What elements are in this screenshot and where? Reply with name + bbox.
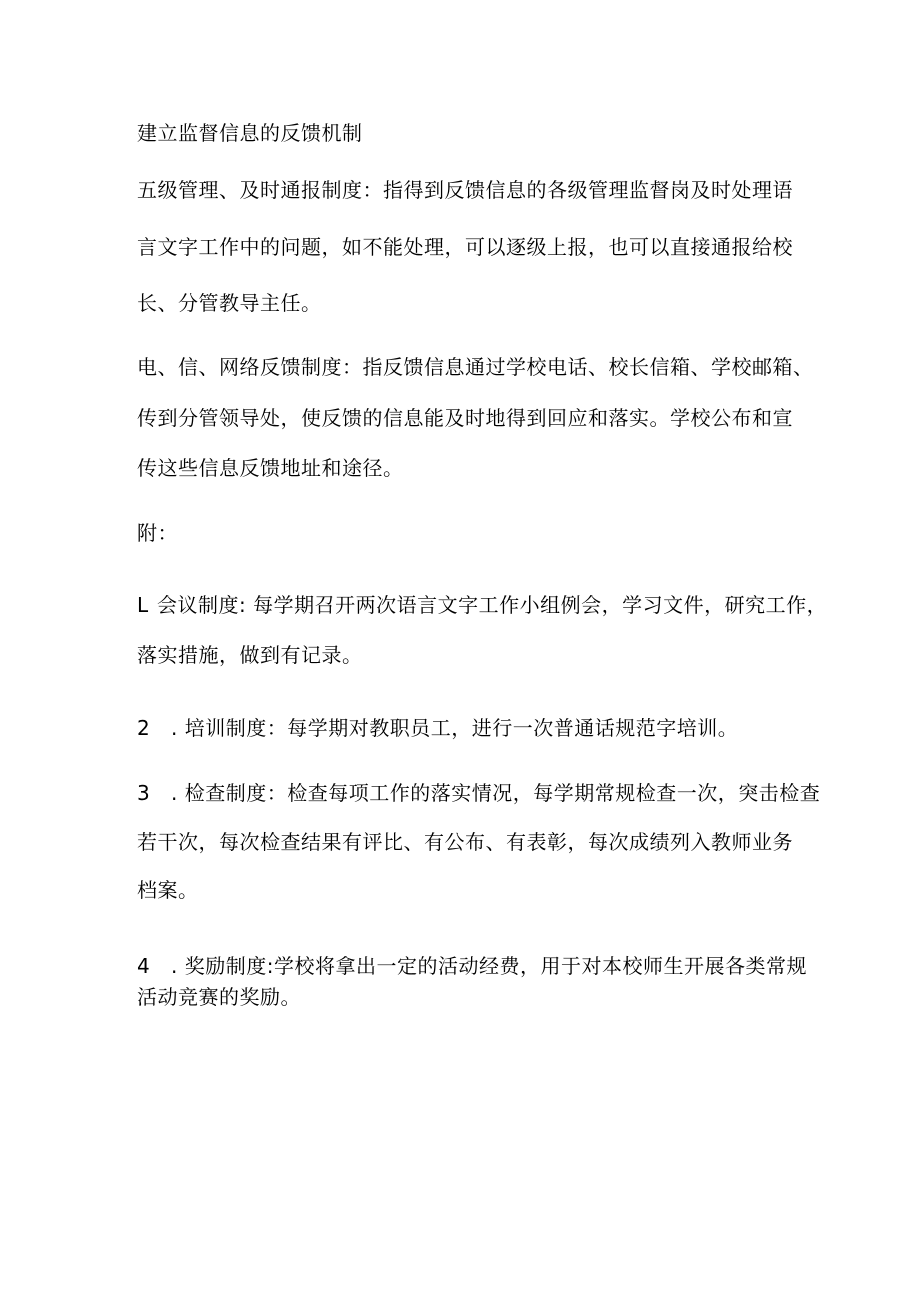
list-item-3 [137, 779, 820, 807]
list-item-1 [137, 591, 827, 619]
list-item-continuation: 落实措施，做到有记录。 [137, 643, 363, 667]
list-marker: L [137, 593, 149, 617]
list-item-continuation: 活动竞赛的奖励。 [137, 985, 301, 1009]
list-item-4 [137, 952, 807, 980]
section-heading: 建立监督信息的反馈机制 [137, 121, 363, 145]
paragraph-line: 言文字工作中的问题，如不能处理，可以逐级上报，也可以直接通报给校 [137, 235, 793, 259]
paragraph-line: 传到分管领导处，使反馈的信息能及时地得到回应和落实。学校公布和宣 [137, 406, 793, 430]
list-item-text: 会议制度: 每学期召开两次语言文字工作小组例会，学习文件，研究工作， [157, 593, 828, 617]
list-item-continuation: 档案。 [137, 878, 199, 902]
list-item-text: . 培训制度：每学期对教职员工，进行一次普通话规范字培训。 [171, 716, 739, 740]
paragraph-line: 五级管理、及时通报制度：指得到反馈信息的各级管理监督岗及时处理语 [137, 178, 793, 202]
list-item-text: . 检查制度：检查每项工作的落实情况，每学期常规检查一次，突击检查 [171, 781, 821, 805]
appendix-label: 附： [137, 521, 178, 545]
paragraph-line: 长、分管教导主任。 [137, 291, 322, 315]
list-marker: 4 [137, 954, 151, 978]
list-item-continuation: 若干次，每次检查结果有评比、有公布、有表彰，每次成绩列入教师业务 [137, 830, 793, 854]
paragraph-line: 电、信、网络反馈制度：指反馈信息通过学校电话、校长信箱、学校邮箱、 [137, 355, 814, 379]
list-marker: 3 [137, 781, 151, 805]
list-marker: 2 [137, 716, 151, 740]
paragraph-line: 传这些信息反馈地址和途径。 [137, 456, 404, 480]
list-item-text: . 奖励制度:学校将拿出一定的活动经费，用于对本校师生开展各类常规 [171, 954, 807, 978]
list-item-2 [137, 714, 738, 742]
